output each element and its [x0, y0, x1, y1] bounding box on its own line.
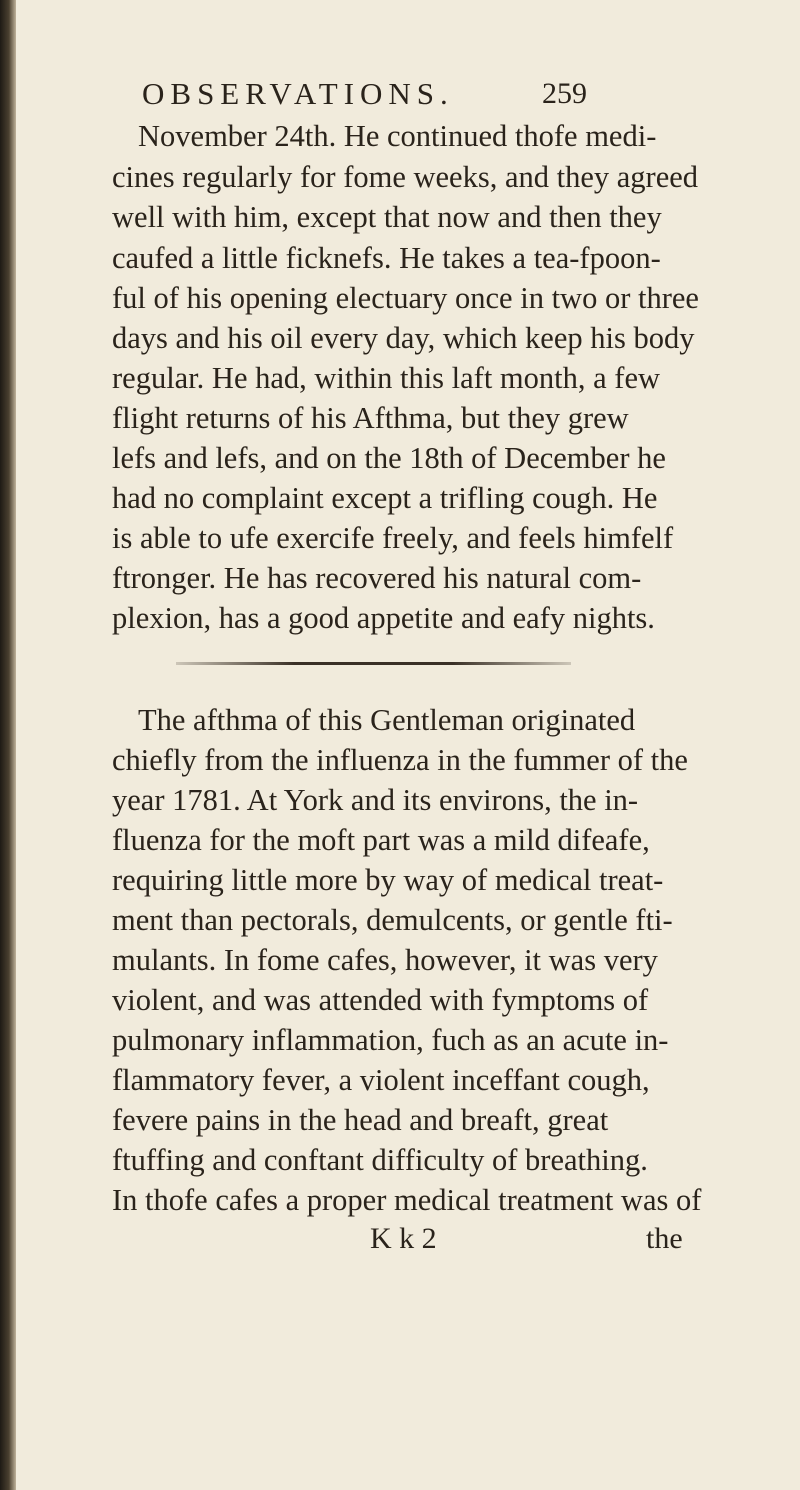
text-line: caufed a little ficknefs. He takes a tea-fpoon- [112, 241, 661, 275]
text-line: well with him, except that now and then they [112, 200, 662, 234]
catchword: the [646, 1222, 683, 1255]
text-line: In thofe cafes a proper medical treatment was of [112, 1183, 702, 1217]
text-line: year 1781. At York and its environs, the in- [112, 783, 639, 817]
text-line: days and his oil every day, which keep his body [112, 321, 695, 355]
text-line: requiring little more by way of medical treat- [112, 863, 664, 897]
text-line: flammatory fever, a violent inceffant cough, [112, 1063, 650, 1097]
text-line: November 24th. He continued thofe medi- [138, 119, 657, 153]
text-line: pulmonary inflammation, fuch as an acute in- [112, 1023, 669, 1057]
text-line: mulants. In fome cafes, however, it was very [112, 943, 658, 977]
page-number: 259 [542, 77, 587, 110]
text-line: lefs and lefs, and on the 18th of December he [112, 441, 666, 475]
text-line: fevere pains in the head and breaft, great [112, 1103, 609, 1137]
text-line: ftuffing and conftant difficulty of breathing. [112, 1143, 648, 1177]
text-line: The afthma of this Gentleman originated [138, 703, 636, 737]
text-line: chiefly from the influenza in the fummer of the [112, 743, 688, 777]
running-head [142, 74, 662, 114]
text-line: ment than pectorals, demulcents, or gentle fti- [112, 903, 673, 937]
running-head-title: OBSERVATIONS. [142, 76, 454, 111]
text-line: fluenza for the moft part was a mild difeafe, [112, 823, 650, 857]
text-line: plexion, has a good appetite and eafy nights. [112, 601, 655, 635]
text-line: regular. He had, within this laft month, a few [112, 361, 661, 395]
section-rule [176, 662, 571, 665]
text-line: had no complaint except a trifling cough. He [112, 481, 658, 515]
text-line: violent, and was attended with fymptoms of [112, 983, 649, 1017]
signature-mark: K k 2 [370, 1222, 437, 1255]
text-line: flight returns of his Afthma, but they grew [112, 401, 629, 435]
text-line: ftronger. He has recovered his natural com- [112, 561, 642, 595]
book-gutter [0, 0, 16, 1490]
text-line: cines regularly for fome weeks, and they agreed [112, 160, 699, 194]
text-line: is able to ufe exercife freely, and feels himfelf [112, 521, 674, 555]
text-line: ful of his opening electuary once in two or three [112, 281, 699, 315]
